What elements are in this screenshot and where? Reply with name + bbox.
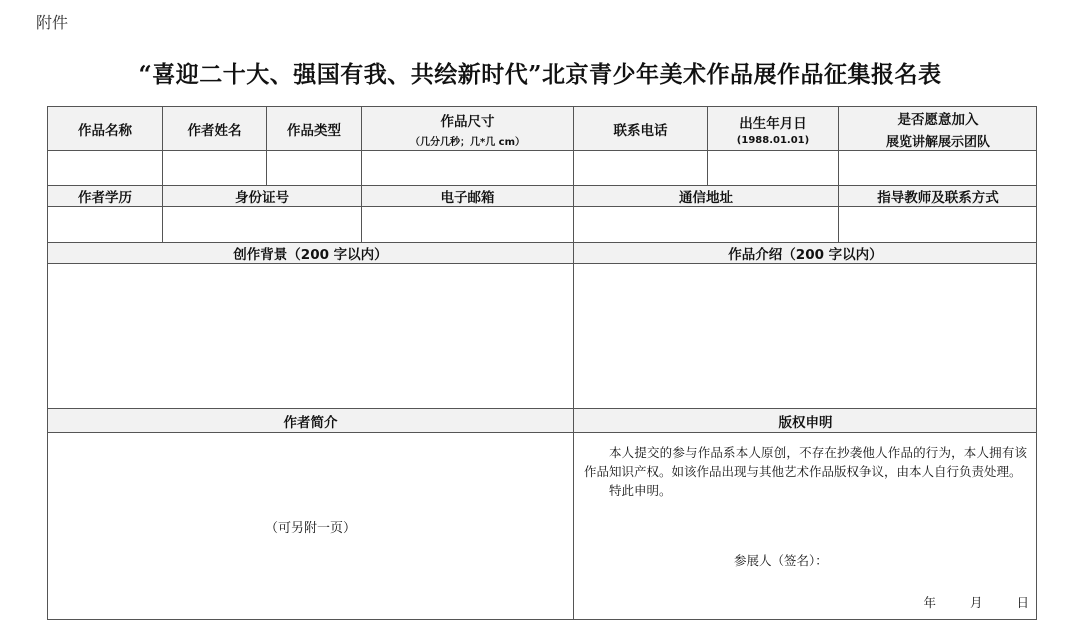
input-email[interactable] [361,206,573,242]
input-author-bio[interactable] [47,432,573,620]
input-phone[interactable] [573,150,707,185]
copyright-declaration [573,432,1037,620]
input-education[interactable] [47,206,162,242]
form-title: “喜迎二十大、强国有我、共绘新时代”北京青少年美术作品展作品征集报名表 [138,61,942,88]
header-author-name: 作者姓名 [162,106,266,150]
input-work-type[interactable] [266,150,361,185]
header-creation-background: 创作背景（200 字以内） [47,242,573,263]
input-work-size[interactable] [361,150,573,185]
header-phone: 联系电话 [573,106,707,150]
header-address: 通信地址 [573,185,838,206]
header-id-number: 身份证号 [162,185,361,206]
attachment-label: 附件 [36,13,69,32]
header-birth-date-label: 出生年月日 [739,115,807,132]
signature-label: 参展人（签名）： [734,553,828,568]
header-author-bio: 作者简介 [47,408,573,432]
input-author-name[interactable] [162,150,266,185]
header-email: 电子邮箱 [361,185,573,206]
copyright-text: 本人提交的参与作品系本人原创，不存在抄袭他人作品的行为，本人拥有该作品知识产权。如该作品出现与其他艺术作品版权争议，由本人自行负责处理。 [584,445,1027,479]
header-work-name: 作品名称 [47,106,162,150]
header-join-team-label: 是否愿意加入 [897,111,979,128]
header-work-size-sub: （几分几秒；几*几 cm） [409,136,526,148]
header-work-introduction: 作品介绍（200 字以内） [573,242,1037,263]
header-work-type: 作品类型 [266,106,361,150]
header-education: 作者学历 [47,185,162,206]
registration-form-table [47,106,1037,620]
header-work-size-label: 作品尺寸 [440,113,495,130]
header-join-team [838,106,1037,150]
author-bio-note: （可另附一页） [264,521,356,536]
input-teacher[interactable] [838,206,1037,242]
input-id-number[interactable] [162,206,361,242]
input-work-name[interactable] [47,150,162,185]
input-birth-date[interactable] [707,150,838,185]
header-teacher: 指导教师及联系方式 [838,185,1037,206]
input-work-introduction[interactable] [573,263,1037,408]
header-join-team-sub: 展览讲解展示团队 [885,134,990,150]
date-label: 年 月 日 [923,595,1029,610]
header-copyright: 版权申明 [573,408,1037,432]
input-join-team[interactable] [838,150,1037,185]
copyright-special: 特此申明。 [609,483,672,498]
header-birth-date [707,106,838,150]
header-birth-date-sub: (1988.01.01) [736,134,810,146]
input-address[interactable] [573,206,838,242]
input-creation-background[interactable] [47,263,573,408]
header-work-size [361,106,573,150]
